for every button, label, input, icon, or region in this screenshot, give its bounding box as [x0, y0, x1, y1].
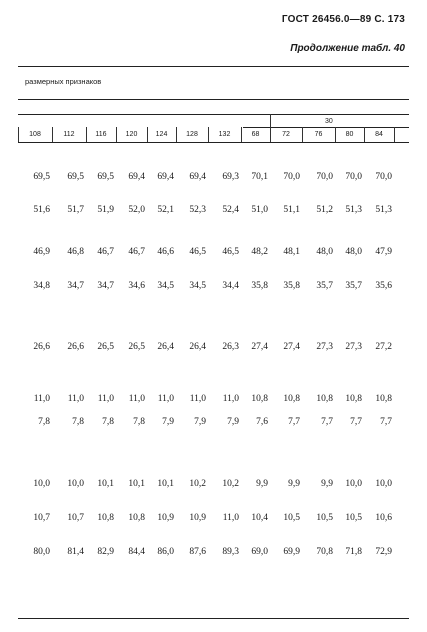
group-header-30: 30 — [325, 118, 333, 125]
bottom-rule — [18, 618, 409, 619]
table-cell: 89,3 — [222, 547, 239, 557]
table-cell: 27,2 — [375, 342, 392, 352]
column-divider — [394, 127, 395, 142]
header-bottom-rule — [18, 142, 409, 143]
table-cell: 34,5 — [189, 281, 206, 291]
table-cell: 9,9 — [256, 479, 268, 489]
table-cell: 69,9 — [283, 547, 300, 557]
table-cell: 26,6 — [67, 342, 84, 352]
table-cell: 26,5 — [128, 342, 145, 352]
table-cell: 7,8 — [38, 417, 50, 427]
table-cell: 26,4 — [157, 342, 174, 352]
table-cell: 46,9 — [33, 247, 50, 257]
table-cell: 10,2 — [189, 479, 206, 489]
table-cell: 10,8 — [97, 513, 114, 523]
table-cell: 69,4 — [157, 172, 174, 182]
table-cell: 11,0 — [222, 394, 239, 404]
table-cell: 52,0 — [128, 205, 145, 215]
table-cell: 7,7 — [321, 417, 333, 427]
table-cell: 35,7 — [316, 281, 333, 291]
column-header: 76 — [314, 131, 323, 138]
table-cell: 26,3 — [222, 342, 239, 352]
table-cell: 10,1 — [157, 479, 174, 489]
table-cell: 27,4 — [251, 342, 268, 352]
caption-rule — [18, 99, 409, 100]
table-cell: 69,5 — [33, 172, 50, 182]
table-cell: 46,8 — [67, 247, 84, 257]
table-cell: 26,4 — [189, 342, 206, 352]
table-cell: 11,0 — [222, 513, 239, 523]
table-cell: 27,3 — [316, 342, 333, 352]
table-cell: 10,7 — [67, 513, 84, 523]
table-cell: 10,9 — [157, 513, 174, 523]
column-header: 132 — [218, 131, 231, 138]
table-continuation-title: Продолжение табл. 40 — [290, 43, 405, 54]
column-header: 72 — [282, 131, 290, 138]
table-cell: 10,4 — [251, 513, 268, 523]
table-cell: 35,6 — [375, 281, 392, 291]
table-cell: 46,6 — [157, 247, 174, 257]
column-header: 112 — [63, 131, 75, 138]
table-cell: 7,9 — [227, 417, 239, 427]
column-header: 116 — [95, 131, 107, 138]
column-header: 108 — [29, 131, 41, 138]
table-cell: 84,4 — [128, 547, 145, 557]
table-cell: 26,5 — [97, 342, 114, 352]
table-cell: 87,6 — [189, 547, 206, 557]
top-rule — [18, 66, 409, 67]
table-cell: 10,8 — [345, 394, 362, 404]
table-cell: 46,7 — [97, 247, 114, 257]
table-cell: 10,0 — [67, 479, 84, 489]
table-cell: 69,5 — [97, 172, 114, 182]
table-cell: 7,9 — [162, 417, 174, 427]
table-cell: 70,0 — [316, 172, 333, 182]
table-cell: 48,0 — [345, 247, 362, 257]
table-cell: 70,0 — [283, 172, 300, 182]
table-cell: 7,7 — [288, 417, 300, 427]
table-cell: 46,7 — [128, 247, 145, 257]
table-cell: 7,7 — [350, 417, 362, 427]
table-cell: 9,9 — [288, 479, 300, 489]
table-cell: 10,5 — [283, 513, 300, 523]
table-cell: 35,8 — [283, 281, 300, 291]
table-cell: 34,7 — [97, 281, 114, 291]
table-cell: 11,0 — [157, 394, 174, 404]
table-cell: 9,9 — [321, 479, 333, 489]
table-cell: 11,0 — [97, 394, 114, 404]
table-cell: 51,6 — [33, 205, 50, 215]
table-cell: 51,3 — [345, 205, 362, 215]
table-cell: 86,0 — [157, 547, 174, 557]
table-cell: 71,8 — [345, 547, 362, 557]
table-cell: 51,2 — [316, 205, 333, 215]
table-cell: 82,9 — [97, 547, 114, 557]
table-cell: 70,0 — [345, 172, 362, 182]
table-cell: 47,9 — [375, 247, 392, 257]
table-cell: 7,8 — [133, 417, 145, 427]
column-header: 84 — [375, 131, 383, 138]
table-cell: 48,0 — [316, 247, 333, 257]
table-cell: 51,3 — [375, 205, 392, 215]
table-cell: 69,4 — [189, 172, 206, 182]
table-cell: 10,1 — [97, 479, 114, 489]
table-cell: 52,4 — [222, 205, 239, 215]
table-cell: 69,0 — [251, 547, 268, 557]
table-cell: 10,0 — [33, 479, 50, 489]
table-cell: 10,9 — [189, 513, 206, 523]
table-cell: 10,5 — [316, 513, 333, 523]
table-cell: 7,7 — [380, 417, 392, 427]
table-cell: 10,8 — [316, 394, 333, 404]
table-cell: 70,8 — [316, 547, 333, 557]
table-cell: 10,8 — [375, 394, 392, 404]
table-cell: 35,7 — [345, 281, 362, 291]
table-cell: 11,0 — [33, 394, 50, 404]
header-top-rule — [18, 114, 409, 115]
column-header: 124 — [155, 131, 168, 138]
table-cell: 69,5 — [67, 172, 84, 182]
table-cell: 10,5 — [345, 513, 362, 523]
table-cell: 34,6 — [128, 281, 145, 291]
table-cell: 51,9 — [97, 205, 114, 215]
table-cell: 10,8 — [283, 394, 300, 404]
table-cell: 72,9 — [375, 547, 392, 557]
table-cell: 34,4 — [222, 281, 239, 291]
page-header: ГОСТ 26456.0—89 С. 173 — [281, 14, 405, 25]
table-cell: 26,6 — [33, 342, 50, 352]
table-cell: 80,0 — [33, 547, 50, 557]
table-cell: 10,8 — [251, 394, 268, 404]
table-cell: 51,1 — [283, 205, 300, 215]
table-cell: 10,0 — [375, 479, 392, 489]
table-cell: 69,4 — [128, 172, 145, 182]
table-cell: 10,0 — [345, 479, 362, 489]
table-cell: 81,4 — [67, 547, 84, 557]
table-cell: 34,8 — [33, 281, 50, 291]
table-cell: 51,0 — [251, 205, 268, 215]
table-cell: 10,6 — [375, 513, 392, 523]
table-cell: 48,1 — [283, 247, 300, 257]
column-header: 128 — [186, 131, 198, 138]
table-cell: 51,7 — [67, 205, 84, 215]
table-cell: 34,7 — [67, 281, 84, 291]
group-rule — [243, 127, 409, 128]
table-cell: 10,8 — [128, 513, 145, 523]
table-cell: 7,8 — [72, 417, 84, 427]
table-cell: 10,2 — [222, 479, 239, 489]
table-cell: 46,5 — [222, 247, 239, 257]
table-caption: размерных признаков — [25, 77, 102, 86]
table-cell: 7,9 — [194, 417, 206, 427]
table-cell: 48,2 — [251, 247, 268, 257]
table-cell: 70,1 — [251, 172, 268, 182]
table-cell: 11,0 — [67, 394, 84, 404]
table-cell: 27,4 — [283, 342, 300, 352]
table-cell: 35,8 — [251, 281, 268, 291]
table-cell: 69,3 — [222, 172, 239, 182]
table-cell: 27,3 — [345, 342, 362, 352]
table-cell: 52,3 — [189, 205, 206, 215]
table-cell: 46,5 — [189, 247, 206, 257]
table-cell: 7,8 — [102, 417, 114, 427]
table-cell: 11,0 — [128, 394, 145, 404]
column-header: 68 — [251, 131, 260, 138]
table-cell: 10,7 — [33, 513, 50, 523]
table-cell: 10,1 — [128, 479, 145, 489]
table-cell: 11,0 — [189, 394, 206, 404]
table-cell: 52,1 — [157, 205, 174, 215]
table-cell: 7,6 — [256, 417, 268, 427]
column-header: 80 — [345, 131, 354, 138]
table-cell: 34,5 — [157, 281, 174, 291]
column-header: 120 — [125, 131, 138, 138]
table-cell: 70,0 — [375, 172, 392, 182]
